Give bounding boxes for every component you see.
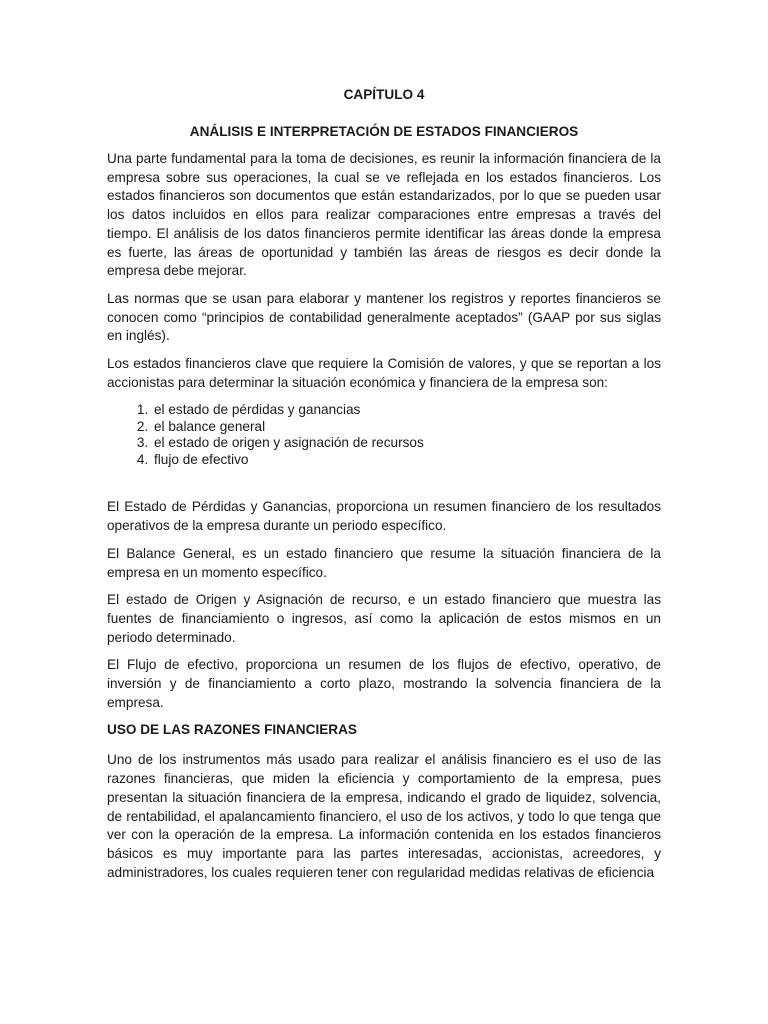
document-title: ANÁLISIS E INTERPRETACIÓN DE ESTADOS FINANCIEROS [189, 124, 579, 139]
paragraph-intro-2: Las normas que se usan para elaborar y mantener los registros y reportes financieros se conocen como “principios de contabilidad generalmente aceptados” (GAAP por sus siglas en inglés). [107, 290, 661, 344]
paragraph-section-1: Uno de los instrumentos más usado para realizar el análisis financiero es el uso de las razones financieras, que miden la eficiencia y comportamiento de la empresa, pues presentan la situación financiera de la empresa, indicando el grado de liquidez, solvencia, de rentabilidad, el apalancamiento financiero, el uso de los activos, y todo lo que tenga que ver con la operación de la empresa. La información contenida en los estados financieros básicos es muy importante para las partes interesadas, accionistas, acreedores, y administradores, los cuales requieren tener con regularidad medidas relativas de eficiencia [107, 752, 661, 880]
chapter-heading: CAPÍTULO 4 [343, 87, 425, 102]
paragraph-intro-3: Los estados financieros clave que requiere la Comisión de valores, y que se reportan a los accionistas para determinar la situación económica y financiera de la empresa son: [107, 356, 661, 390]
paragraph-definition-1: El Estado de Pérdidas y Ganancias, proporciona un resumen financiero de los resultados operativos de la empresa durante un periodo específico. [107, 499, 661, 534]
list-item: 3. el estado de origen y asignación de recursos [152, 435, 661, 452]
section-heading: USO DE LAS RAZONES FINANCIERAS [107, 722, 357, 738]
paragraph-definition-3: El estado de Origen y Asignación de recurso, e un estado financiero que muestra las fuentes de financiamiento o ingresos, así como la aplicación de estos mismos en un periodo determinado. [107, 592, 661, 645]
financial-statements-list [107, 402, 661, 468]
paragraph-intro-1: Una parte fundamental para la toma de decisiones, es reunir la información financiera de la empresa sobre sus operaciones, la cual se ve reflejada en los estados financieros. Los estados financieros son documentos que están estandarizados, por lo que se pueden usar los datos incluidos en ellos para realizar comparaciones entre empresas a través del tiempo. El análisis de los datos financieros permite identificar las áreas donde la empresa es fuerte, las áreas de oportunidad y también las áreas de riesgos es decir donde la empresa debe mejorar. [107, 151, 661, 279]
paragraph-definition-4: El Flujo de efectivo, proporciona un resumen de los flujos de efectivo, operativo, de inversión y de financiamiento a corto plazo, mostrando la solvencia financiera de la empresa. [107, 657, 661, 710]
list-item: 4. flujo de efectivo [152, 452, 661, 469]
paragraph-definition-2: El Balance General, es un estado financiero que resume la situación financiera de la empresa en un momento específico. [107, 545, 661, 580]
document-page [107, 86, 661, 891]
list-item: 2. el balance general [152, 419, 661, 436]
list-item: 1. el estado de pérdidas y ganancias [152, 402, 661, 419]
